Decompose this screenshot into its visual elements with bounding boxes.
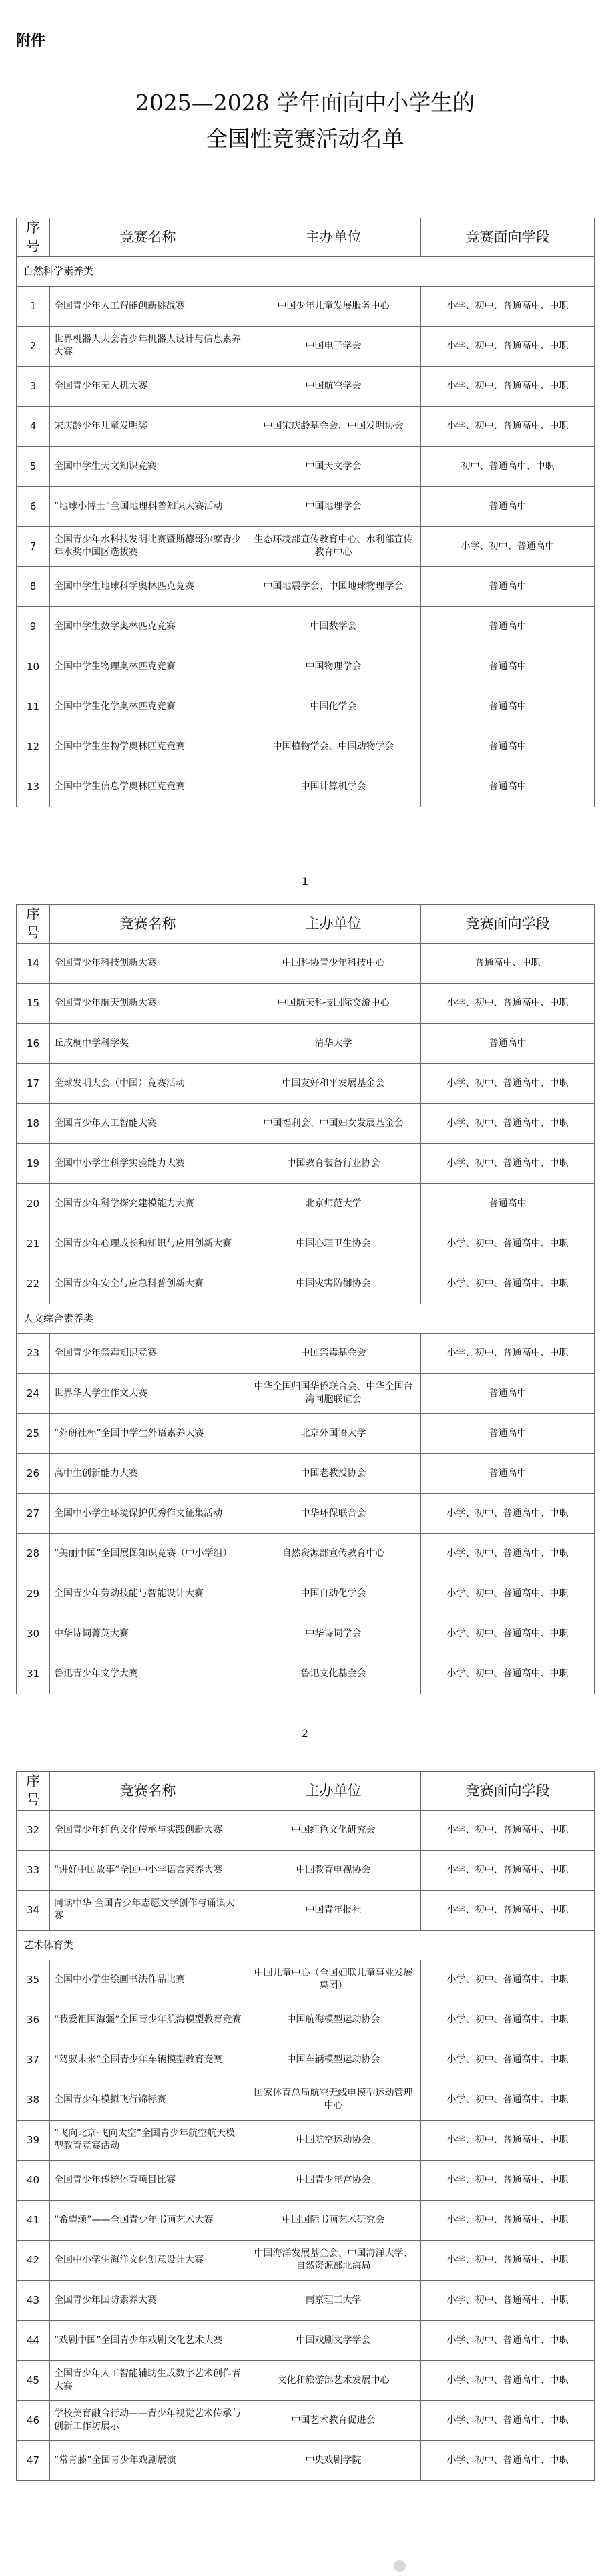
table-row <box>17 1574 595 1614</box>
row-number: 19 <box>17 1143 50 1183</box>
category-row <box>17 1304 595 1333</box>
row-number: 5 <box>17 446 50 486</box>
organizer: 文化和旅游部艺术发展中心 <box>246 2360 421 2400</box>
competition-name: 学校美育融合行动——青少年视觉艺术传承与创新工作坊展示 <box>50 2400 246 2440</box>
school-stage: 小学、初中、普通高中、中职 <box>421 286 595 326</box>
row-number: 10 <box>17 647 50 687</box>
row-number: 36 <box>17 2000 50 2040</box>
table-row <box>17 286 595 326</box>
row-number: 7 <box>17 526 50 566</box>
watermark-footer <box>394 2560 411 2572</box>
school-stage: 小学、初中、普通高中、中职 <box>421 1614 595 1654</box>
organizer: 中国国际书画艺术研究会 <box>246 2200 421 2240</box>
col-header-stage: 竞赛面向学段 <box>421 218 595 257</box>
table-row <box>17 1960 595 2000</box>
row-number: 8 <box>17 566 50 606</box>
competition-name: 全国青少年人工智能创新挑战赛 <box>50 286 246 326</box>
competition-name: 全国中学生化学奥林匹克竞赛 <box>50 687 246 727</box>
table-row <box>17 2360 595 2400</box>
competition-name: 全国中学生数学奥林匹克竞赛 <box>50 606 246 647</box>
competition-name: 全国中小学生绘画书法作品比赛 <box>50 1960 246 2000</box>
row-number: 33 <box>17 1850 50 1890</box>
table-row <box>17 1143 595 1183</box>
page-3-table <box>16 1771 594 2481</box>
row-number: 4 <box>17 406 50 446</box>
competition-name: 高中生创新能力大赛 <box>50 1453 246 1493</box>
school-stage: 普通高中 <box>421 767 595 807</box>
competition-name: “飞向北京·飞向太空”全国青少年航空航天模型教育竞赛活动 <box>50 2120 246 2160</box>
school-stage: 小学、初中、普通高中、中职 <box>421 1493 595 1533</box>
competition-name: 世界华人学生作文大赛 <box>50 1373 246 1413</box>
page-number-1: 1 <box>301 875 309 888</box>
table-row <box>17 2320 595 2360</box>
organizer: 中国科协青少年科技中心 <box>246 943 421 983</box>
table-row <box>17 1413 595 1453</box>
organizer: 中国福利会、中国妇女发展基金会 <box>246 1103 421 1143</box>
page-1-table <box>16 218 594 807</box>
organizer: 中国禁毒基金会 <box>246 1333 421 1373</box>
row-number: 3 <box>17 366 50 406</box>
table-row <box>17 1103 595 1143</box>
table-row <box>17 2120 595 2160</box>
competition-name: “驾驭未来”全国青少年车辆模型教育竞赛 <box>50 2040 246 2080</box>
table-row <box>17 1614 595 1654</box>
organizer: 自然资源部宣传教育中心 <box>246 1533 421 1574</box>
organizer: 中国电子学会 <box>246 326 421 366</box>
table-row <box>17 1850 595 1890</box>
competition-table-2 <box>16 904 595 1694</box>
school-stage: 小学、初中、普通高中、中职 <box>421 326 595 366</box>
table-row <box>17 326 595 366</box>
school-stage: 小学、初中、普通高中、中职 <box>421 2040 595 2080</box>
school-stage: 普通高中 <box>421 566 595 606</box>
organizer: 中国车辆模型运动协会 <box>246 2040 421 2080</box>
competition-name: “美丽中国”全国展图知识竞赛（中小学组） <box>50 1533 246 1574</box>
school-stage: 初中、普通高中、中职 <box>421 446 595 486</box>
school-stage: 小学、初中、普通高中、中职 <box>421 1103 595 1143</box>
table-row <box>17 606 595 647</box>
row-number: 42 <box>17 2240 50 2280</box>
competition-name: 全国中学生天文知识竞赛 <box>50 446 246 486</box>
table-row <box>17 1890 595 1930</box>
table-row <box>17 1333 595 1373</box>
competition-name: 全国青少年国防素养大赛 <box>50 2280 246 2320</box>
competition-name: “戏剧中国”全国青少年戏剧文化艺术大赛 <box>50 2320 246 2360</box>
school-stage: 小学、初中、普通高中、中职 <box>421 2400 595 2440</box>
organizer: 中国教育电视协会 <box>246 1850 421 1890</box>
school-stage: 小学、初中、普通高中、中职 <box>421 1810 595 1850</box>
row-number: 23 <box>17 1333 50 1373</box>
competition-name: 同读中华·全国青少年志愿文学创作与诵读大赛 <box>50 1890 246 1930</box>
organizer: 中国航天科技国际交流中心 <box>246 983 421 1023</box>
school-stage: 小学、初中、普通高中、中职 <box>421 2000 595 2040</box>
competition-name: 全国青少年心理成长和知识与应用创新大赛 <box>50 1224 246 1264</box>
row-number: 2 <box>17 326 50 366</box>
row-number: 44 <box>17 2320 50 2360</box>
organizer: 北京师范大学 <box>246 1183 421 1224</box>
organizer: 中国教育装备行业协会 <box>246 1143 421 1183</box>
organizer: 北京外国语大学 <box>246 1413 421 1453</box>
table-row <box>17 446 595 486</box>
table-row <box>17 1533 595 1574</box>
competition-name: 世界机器人大会青少年机器人设计与信息素养大赛 <box>50 326 246 366</box>
col-header-stage: 竞赛面向学段 <box>421 1772 595 1811</box>
school-stage: 普通高中 <box>421 727 595 767</box>
row-number: 34 <box>17 1890 50 1930</box>
school-stage: 小学、初中、普通高中、中职 <box>421 2280 595 2320</box>
organizer: 中国老教授协会 <box>246 1453 421 1493</box>
table-row <box>17 1023 595 1063</box>
category-label: 自然科学素养类 <box>17 256 595 286</box>
page-2-table <box>16 904 594 1694</box>
organizer: 中国数学会 <box>246 606 421 647</box>
table-row <box>17 1224 595 1264</box>
category-row <box>17 256 595 286</box>
table-row <box>17 2160 595 2200</box>
col-header-number: 序号 <box>17 218 50 257</box>
competition-name: 宋庆龄少年儿童发明奖 <box>50 406 246 446</box>
school-stage: 小学、初中、普通高中、中职 <box>421 1533 595 1574</box>
row-number: 14 <box>17 943 50 983</box>
row-number: 45 <box>17 2360 50 2400</box>
competition-name: 全国青少年安全与应急科普创新大赛 <box>50 1264 246 1304</box>
row-number: 40 <box>17 2160 50 2200</box>
organizer: 中国戏剧文学学会 <box>246 2320 421 2360</box>
organizer: 中国儿童中心（全国妇联儿童事业发展集团） <box>246 1960 421 2000</box>
row-number: 38 <box>17 2080 50 2120</box>
row-number: 16 <box>17 1023 50 1063</box>
table-row <box>17 1493 595 1533</box>
school-stage: 小学、初中、普通高中、中职 <box>421 1890 595 1930</box>
table-row <box>17 1063 595 1103</box>
document-title-line1: 2025—2028 学年面向中小学生的 <box>135 89 475 116</box>
competition-name: 全国青少年航天创新大赛 <box>50 983 246 1023</box>
school-stage: 普通高中 <box>421 1373 595 1413</box>
school-stage: 普通高中 <box>421 1183 595 1224</box>
competition-table-3 <box>16 1771 595 2481</box>
school-stage: 普通高中、中职 <box>421 943 595 983</box>
school-stage: 小学、初中、普通高中、中职 <box>421 2200 595 2240</box>
table-row <box>17 687 595 727</box>
row-number: 13 <box>17 767 50 807</box>
organizer: 中国自动化学会 <box>246 1574 421 1614</box>
competition-name: 全国青少年水科技发明比赛暨斯德哥尔摩青少年水奖中国区选拔赛 <box>50 526 246 566</box>
school-stage: 普通高中 <box>421 687 595 727</box>
table-row <box>17 1373 595 1413</box>
school-stage: 普通高中 <box>421 606 595 647</box>
organizer: 中国红色文化研究会 <box>246 1810 421 1850</box>
category-row <box>17 1930 595 1960</box>
school-stage: 普通高中 <box>421 1413 595 1453</box>
table-row <box>17 2280 595 2320</box>
table-row <box>17 2240 595 2280</box>
table-row <box>17 566 595 606</box>
organizer: 中国计算机学会 <box>246 767 421 807</box>
organizer: 中国植物学会、中国动物学会 <box>246 727 421 767</box>
row-number: 30 <box>17 1614 50 1654</box>
attachment-label: 附件 <box>16 33 46 49</box>
organizer: 中国地震学会、中国地球物理学会 <box>246 566 421 606</box>
competition-name: 全国青少年模拟飞行锦标赛 <box>50 2080 246 2120</box>
table-row <box>17 2000 595 2040</box>
row-number: 25 <box>17 1413 50 1453</box>
col-header-organizer: 主办单位 <box>246 905 421 944</box>
row-number: 20 <box>17 1183 50 1224</box>
organizer: 中国海洋发展基金会、中国海洋大学、自然资源部北海局 <box>246 2240 421 2280</box>
row-number: 11 <box>17 687 50 727</box>
row-number: 24 <box>17 1373 50 1413</box>
competition-name: 全国中小学生科学实验能力大赛 <box>50 1143 246 1183</box>
row-number: 9 <box>17 606 50 647</box>
row-number: 47 <box>17 2440 50 2480</box>
competition-name: 全国中学生生物学奥林匹克竞赛 <box>50 727 246 767</box>
competition-name: 全国青少年科技创新大赛 <box>50 943 246 983</box>
table-body-1 <box>17 256 595 807</box>
competition-name: 全国青少年劳动技能与智能设计大赛 <box>50 1574 246 1614</box>
organizer: 中国少年儿童发展服务中心 <box>246 286 421 326</box>
page-number-2: 2 <box>301 1727 309 1740</box>
table-row <box>17 983 595 1023</box>
competition-name: 全国中小学生海洋文化创意设计大赛 <box>50 2240 246 2280</box>
organizer: 中国航海模型运动协会 <box>246 2000 421 2040</box>
table-row <box>17 647 595 687</box>
row-number: 39 <box>17 2120 50 2160</box>
organizer: 中央戏剧学院 <box>246 2440 421 2480</box>
organizer: 中国宋庆龄基金会、中国发明协会 <box>246 406 421 446</box>
col-header-stage: 竞赛面向学段 <box>421 905 595 944</box>
organizer: 中国化学会 <box>246 687 421 727</box>
school-stage: 小学、初中、普通高中、中职 <box>421 406 595 446</box>
organizer: 中华全国归国华侨联合会、中华全国台湾同胞联谊会 <box>246 1373 421 1413</box>
competition-table-1 <box>16 218 595 807</box>
school-stage: 小学、初中、普通高中、中职 <box>421 2160 595 2200</box>
row-number: 1 <box>17 286 50 326</box>
school-stage: 小学、初中、普通高中、中职 <box>421 2320 595 2360</box>
school-stage: 小学、初中、普通高中、中职 <box>421 2440 595 2480</box>
school-stage: 小学、初中、普通高中、中职 <box>421 366 595 406</box>
col-header-name: 竞赛名称 <box>50 1772 246 1811</box>
organizer: 中华诗词学会 <box>246 1614 421 1654</box>
row-number: 35 <box>17 1960 50 2000</box>
table-row <box>17 2040 595 2080</box>
organizer: 南京理工大学 <box>246 2280 421 2320</box>
table-row <box>17 727 595 767</box>
organizer: 中国艺术教育促进会 <box>246 2400 421 2440</box>
organizer: 鲁迅文化基金会 <box>246 1654 421 1694</box>
organizer: 中国青少年宫协会 <box>246 2160 421 2200</box>
competition-name: 中华诗词菁英大赛 <box>50 1614 246 1654</box>
organizer: 中国物理学会 <box>246 647 421 687</box>
watermark-icon <box>394 2560 406 2572</box>
row-number: 27 <box>17 1493 50 1533</box>
competition-name: “讲好中国故事”全国中小学语言素养大赛 <box>50 1850 246 1890</box>
school-stage: 小学、初中、普通高中、中职 <box>421 2240 595 2280</box>
col-header-number: 序号 <box>17 1772 50 1811</box>
competition-name: “外研社杯”全国中学生外语素养大赛 <box>50 1413 246 1453</box>
school-stage: 小学、初中、普通高中、中职 <box>421 1574 595 1614</box>
col-header-name: 竞赛名称 <box>50 218 246 257</box>
document-title-line2: 全国性竞赛活动名单 <box>206 126 404 152</box>
table-row <box>17 2440 595 2480</box>
col-header-organizer: 主办单位 <box>246 1772 421 1811</box>
row-number: 43 <box>17 2280 50 2320</box>
table-row <box>17 1453 595 1493</box>
organizer: 中国友好和平发展基金会 <box>246 1063 421 1103</box>
school-stage: 普通高中 <box>421 486 595 526</box>
school-stage: 小学、初中、普通高中 <box>421 526 595 566</box>
table-row <box>17 1183 595 1224</box>
organizer: 生态环境部宣传教育中心、水利部宣传教育中心 <box>246 526 421 566</box>
school-stage: 小学、初中、普通高中、中职 <box>421 1224 595 1264</box>
competition-name: 全国青少年红色文化传承与实践创新大赛 <box>50 1810 246 1850</box>
category-label: 人文综合素养类 <box>17 1304 595 1333</box>
competition-name: 全国青少年人工智能辅助生成数字艺术创作者大赛 <box>50 2360 246 2400</box>
row-number: 31 <box>17 1654 50 1694</box>
school-stage: 小学、初中、普通高中、中职 <box>421 983 595 1023</box>
table-row <box>17 767 595 807</box>
table-row <box>17 366 595 406</box>
table-row <box>17 1654 595 1694</box>
school-stage: 小学、初中、普通高中、中职 <box>421 1063 595 1103</box>
competition-name: 全国青少年无人机大赛 <box>50 366 246 406</box>
table-row <box>17 2200 595 2240</box>
competition-name: 全国中学生地球科学奥林匹克竞赛 <box>50 566 246 606</box>
row-number: 46 <box>17 2400 50 2440</box>
school-stage: 小学、初中、普通高中、中职 <box>421 2360 595 2400</box>
organizer: 中国青年报社 <box>246 1890 421 1930</box>
competition-name: 全国中学生物理奥林匹克竞赛 <box>50 647 246 687</box>
school-stage: 小学、初中、普通高中、中职 <box>421 1850 595 1890</box>
organizer: 中国天文学会 <box>246 446 421 486</box>
table-row <box>17 1810 595 1850</box>
row-number: 21 <box>17 1224 50 1264</box>
competition-name: 全国青少年传统体育项目比赛 <box>50 2160 246 2200</box>
competition-name: “常青藤”全国青少年戏剧展演 <box>50 2440 246 2480</box>
school-stage: 普通高中 <box>421 647 595 687</box>
row-number: 22 <box>17 1264 50 1304</box>
row-number: 28 <box>17 1533 50 1574</box>
school-stage: 普通高中 <box>421 1453 595 1493</box>
row-number: 41 <box>17 2200 50 2240</box>
competition-name: 鲁迅青少年文学大赛 <box>50 1654 246 1694</box>
row-number: 15 <box>17 983 50 1023</box>
school-stage: 普通高中 <box>421 1023 595 1063</box>
row-number: 12 <box>17 727 50 767</box>
row-number: 32 <box>17 1810 50 1850</box>
organizer: 中国地理学会 <box>246 486 421 526</box>
table-body-2 <box>17 943 595 1694</box>
table-row <box>17 943 595 983</box>
competition-name: 全球发明大会（中国）竞赛活动 <box>50 1063 246 1103</box>
school-stage: 小学、初中、普通高中、中职 <box>421 1960 595 2000</box>
table-row <box>17 406 595 446</box>
competition-name: 全国中小学生环境保护优秀作文征集活动 <box>50 1493 246 1533</box>
row-number: 17 <box>17 1063 50 1103</box>
table-row <box>17 526 595 566</box>
competition-name: 全国中学生信息学奥林匹克竞赛 <box>50 767 246 807</box>
school-stage: 小学、初中、普通高中、中职 <box>421 1654 595 1694</box>
school-stage: 小学、初中、普通高中、中职 <box>421 2120 595 2160</box>
organizer: 中国灾害防御协会 <box>246 1264 421 1304</box>
school-stage: 小学、初中、普通高中、中职 <box>421 1143 595 1183</box>
organizer: 清华大学 <box>246 1023 421 1063</box>
organizer: 中国心理卫生协会 <box>246 1224 421 1264</box>
row-number: 37 <box>17 2040 50 2080</box>
competition-name: 全国青少年人工智能大赛 <box>50 1103 246 1143</box>
school-stage: 小学、初中、普通高中、中职 <box>421 2080 595 2120</box>
col-header-organizer: 主办单位 <box>246 218 421 257</box>
competition-name: “希望颂”——全国青少年书画艺术大赛 <box>50 2200 246 2240</box>
competition-name: 全国青少年禁毒知识竞赛 <box>50 1333 246 1373</box>
competition-name: 全国青少年科学探究建模能力大赛 <box>50 1183 246 1224</box>
row-number: 6 <box>17 486 50 526</box>
table-body-3 <box>17 1810 595 2480</box>
competition-name: 丘成桐中学科学奖 <box>50 1023 246 1063</box>
row-number: 18 <box>17 1103 50 1143</box>
col-header-name: 竞赛名称 <box>50 905 246 944</box>
category-label: 艺术体育类 <box>17 1930 595 1960</box>
school-stage: 小学、初中、普通高中、中职 <box>421 1333 595 1373</box>
organizer: 中国航空运动协会 <box>246 2120 421 2160</box>
row-number: 26 <box>17 1453 50 1493</box>
competition-name: “地球小博士”全国地理科普知识大赛活动 <box>50 486 246 526</box>
col-header-number: 序号 <box>17 905 50 944</box>
competition-name: “我爱祖国海疆”全国青少年航海模型教育竞赛 <box>50 2000 246 2040</box>
organizer: 中华环保联合会 <box>246 1493 421 1533</box>
organizer: 国家体育总局航空无线电模型运动管理中心 <box>246 2080 421 2120</box>
school-stage: 小学、初中、普通高中、中职 <box>421 1264 595 1304</box>
table-row <box>17 486 595 526</box>
row-number: 29 <box>17 1574 50 1614</box>
table-row <box>17 1264 595 1304</box>
table-row <box>17 2080 595 2120</box>
organizer: 中国航空学会 <box>246 366 421 406</box>
table-row <box>17 2400 595 2440</box>
